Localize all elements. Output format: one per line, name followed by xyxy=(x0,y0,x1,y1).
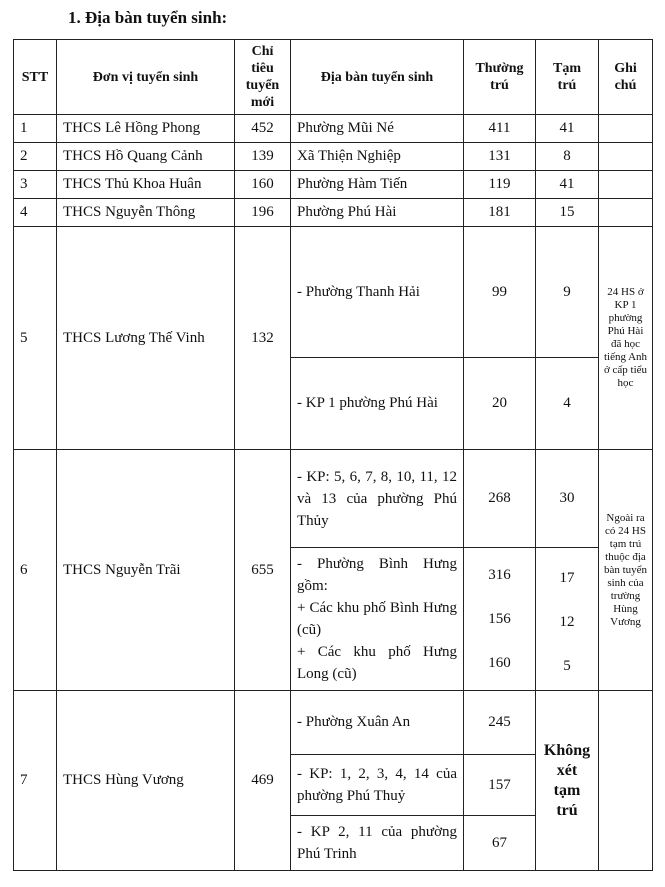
cell-note: 24 HS ở KP 1 phường Phú Hài đã học tiếng Anh ở cấp tiểu học xyxy=(599,227,653,450)
header-row xyxy=(14,40,653,115)
cell-stt: 2 xyxy=(14,143,57,171)
cell-quota: 160 xyxy=(235,171,291,199)
table-row xyxy=(14,450,653,548)
cell-resident: 131 xyxy=(464,143,536,171)
area-subitem: + Các khu phố Bình Hưng (cũ) xyxy=(297,600,457,638)
table-row xyxy=(14,171,653,199)
cell-unit: THCS Lê Hồng Phong xyxy=(57,115,235,143)
cell-quota: 132 xyxy=(235,227,291,450)
cell-quota: 196 xyxy=(235,199,291,227)
cell-note xyxy=(599,143,653,171)
cell-note xyxy=(599,171,653,199)
cell-temporary: 4 xyxy=(536,358,599,450)
header-area: Địa bàn tuyển sinh xyxy=(291,40,464,115)
cell-resident: 268 xyxy=(464,450,536,548)
cell-area: - Phường Thanh Hải xyxy=(291,227,464,358)
cell-resident: 67 xyxy=(464,816,536,871)
cell-temporary: 41 xyxy=(536,115,599,143)
cell-resident: 411 xyxy=(464,115,536,143)
cell-unit: THCS Lương Thế Vinh xyxy=(57,227,235,450)
cell-area: - KP 2, 11 của phường Phú Trinh xyxy=(291,816,464,871)
cell-temporary: 8 xyxy=(536,143,599,171)
cell-unit: THCS Thủ Khoa Huân xyxy=(57,171,235,199)
cell-note xyxy=(599,199,653,227)
cell-temporary: 30 xyxy=(536,450,599,548)
cell-unit: THCS Hồ Quang Cảnh xyxy=(57,143,235,171)
cell-resident: 20 xyxy=(464,358,536,450)
cell-stt: 7 xyxy=(14,691,57,871)
header-note: Ghi chú xyxy=(599,40,653,115)
header-unit: Đơn vị tuyển sinh xyxy=(57,40,235,115)
cell-area: - KP: 1, 2, 3, 4, 14 của phường Phú Thuỷ xyxy=(291,755,464,816)
cell-quota: 655 xyxy=(235,450,291,691)
cell-stt: 5 xyxy=(14,227,57,450)
cell-temporary: 15 xyxy=(536,199,599,227)
cell-area xyxy=(291,548,464,691)
cell-temporary: 17 12 5 xyxy=(536,548,599,691)
cell-unit: THCS Hùng Vương xyxy=(57,691,235,871)
cell-area: Phường Mũi Né xyxy=(291,115,464,143)
header-quota: Chỉ tiêu tuyển mới xyxy=(235,40,291,115)
cell-stt: 3 xyxy=(14,171,57,199)
cell-area: Xã Thiện Nghiệp xyxy=(291,143,464,171)
cell-note: Ngoài ra có 24 HS tạm trú thuộc địa bàn tuyển sinh của trường Hùng Vương xyxy=(599,450,653,691)
cell-stt: 6 xyxy=(14,450,57,691)
table-row xyxy=(14,143,653,171)
table-row xyxy=(14,227,653,358)
cell-area: - KP: 5, 6, 7, 8, 10, 11, 12 và 13 của phường Phú Thủy xyxy=(291,450,464,548)
cell-resident: 245 xyxy=(464,691,536,755)
cell-unit: THCS Nguyễn Thông xyxy=(57,199,235,227)
cell-stt: 1 xyxy=(14,115,57,143)
cell-quota: 139 xyxy=(235,143,291,171)
cell-area: - KP 1 phường Phú Hài xyxy=(291,358,464,450)
cell-resident: 157 xyxy=(464,755,536,816)
table-row xyxy=(14,691,653,755)
cell-temporary: 41 xyxy=(536,171,599,199)
cell-area: - Phường Xuân An xyxy=(291,691,464,755)
header-stt: STT xyxy=(14,40,57,115)
table-row xyxy=(14,115,653,143)
cell-resident: 119 xyxy=(464,171,536,199)
cell-note xyxy=(599,115,653,143)
cell-resident: 99 xyxy=(464,227,536,358)
cell-temporary: 9 xyxy=(536,227,599,358)
header-resident: Thường trú xyxy=(464,40,536,115)
cell-area: Phường Phú Hài xyxy=(291,199,464,227)
cell-quota: 469 xyxy=(235,691,291,871)
cell-quota: 452 xyxy=(235,115,291,143)
cell-resident: 181 xyxy=(464,199,536,227)
cell-unit: THCS Nguyễn Trãi xyxy=(57,450,235,691)
cell-temporary: Không xét tạm trú xyxy=(536,691,599,871)
enrollment-table xyxy=(13,39,653,871)
cell-resident: 316 156 160 xyxy=(464,548,536,691)
table-row xyxy=(14,199,653,227)
section-title: 1. Địa bàn tuyển sinh: xyxy=(68,8,228,27)
cell-note xyxy=(599,691,653,871)
area-subitem: + Các khu phố Hưng Long (cũ) xyxy=(297,644,457,682)
cell-area: Phường Hàm Tiến xyxy=(291,171,464,199)
area-heading: - Phường Bình Hưng gồm: xyxy=(297,556,457,594)
header-temporary: Tạm trú xyxy=(536,40,599,115)
cell-stt: 4 xyxy=(14,199,57,227)
